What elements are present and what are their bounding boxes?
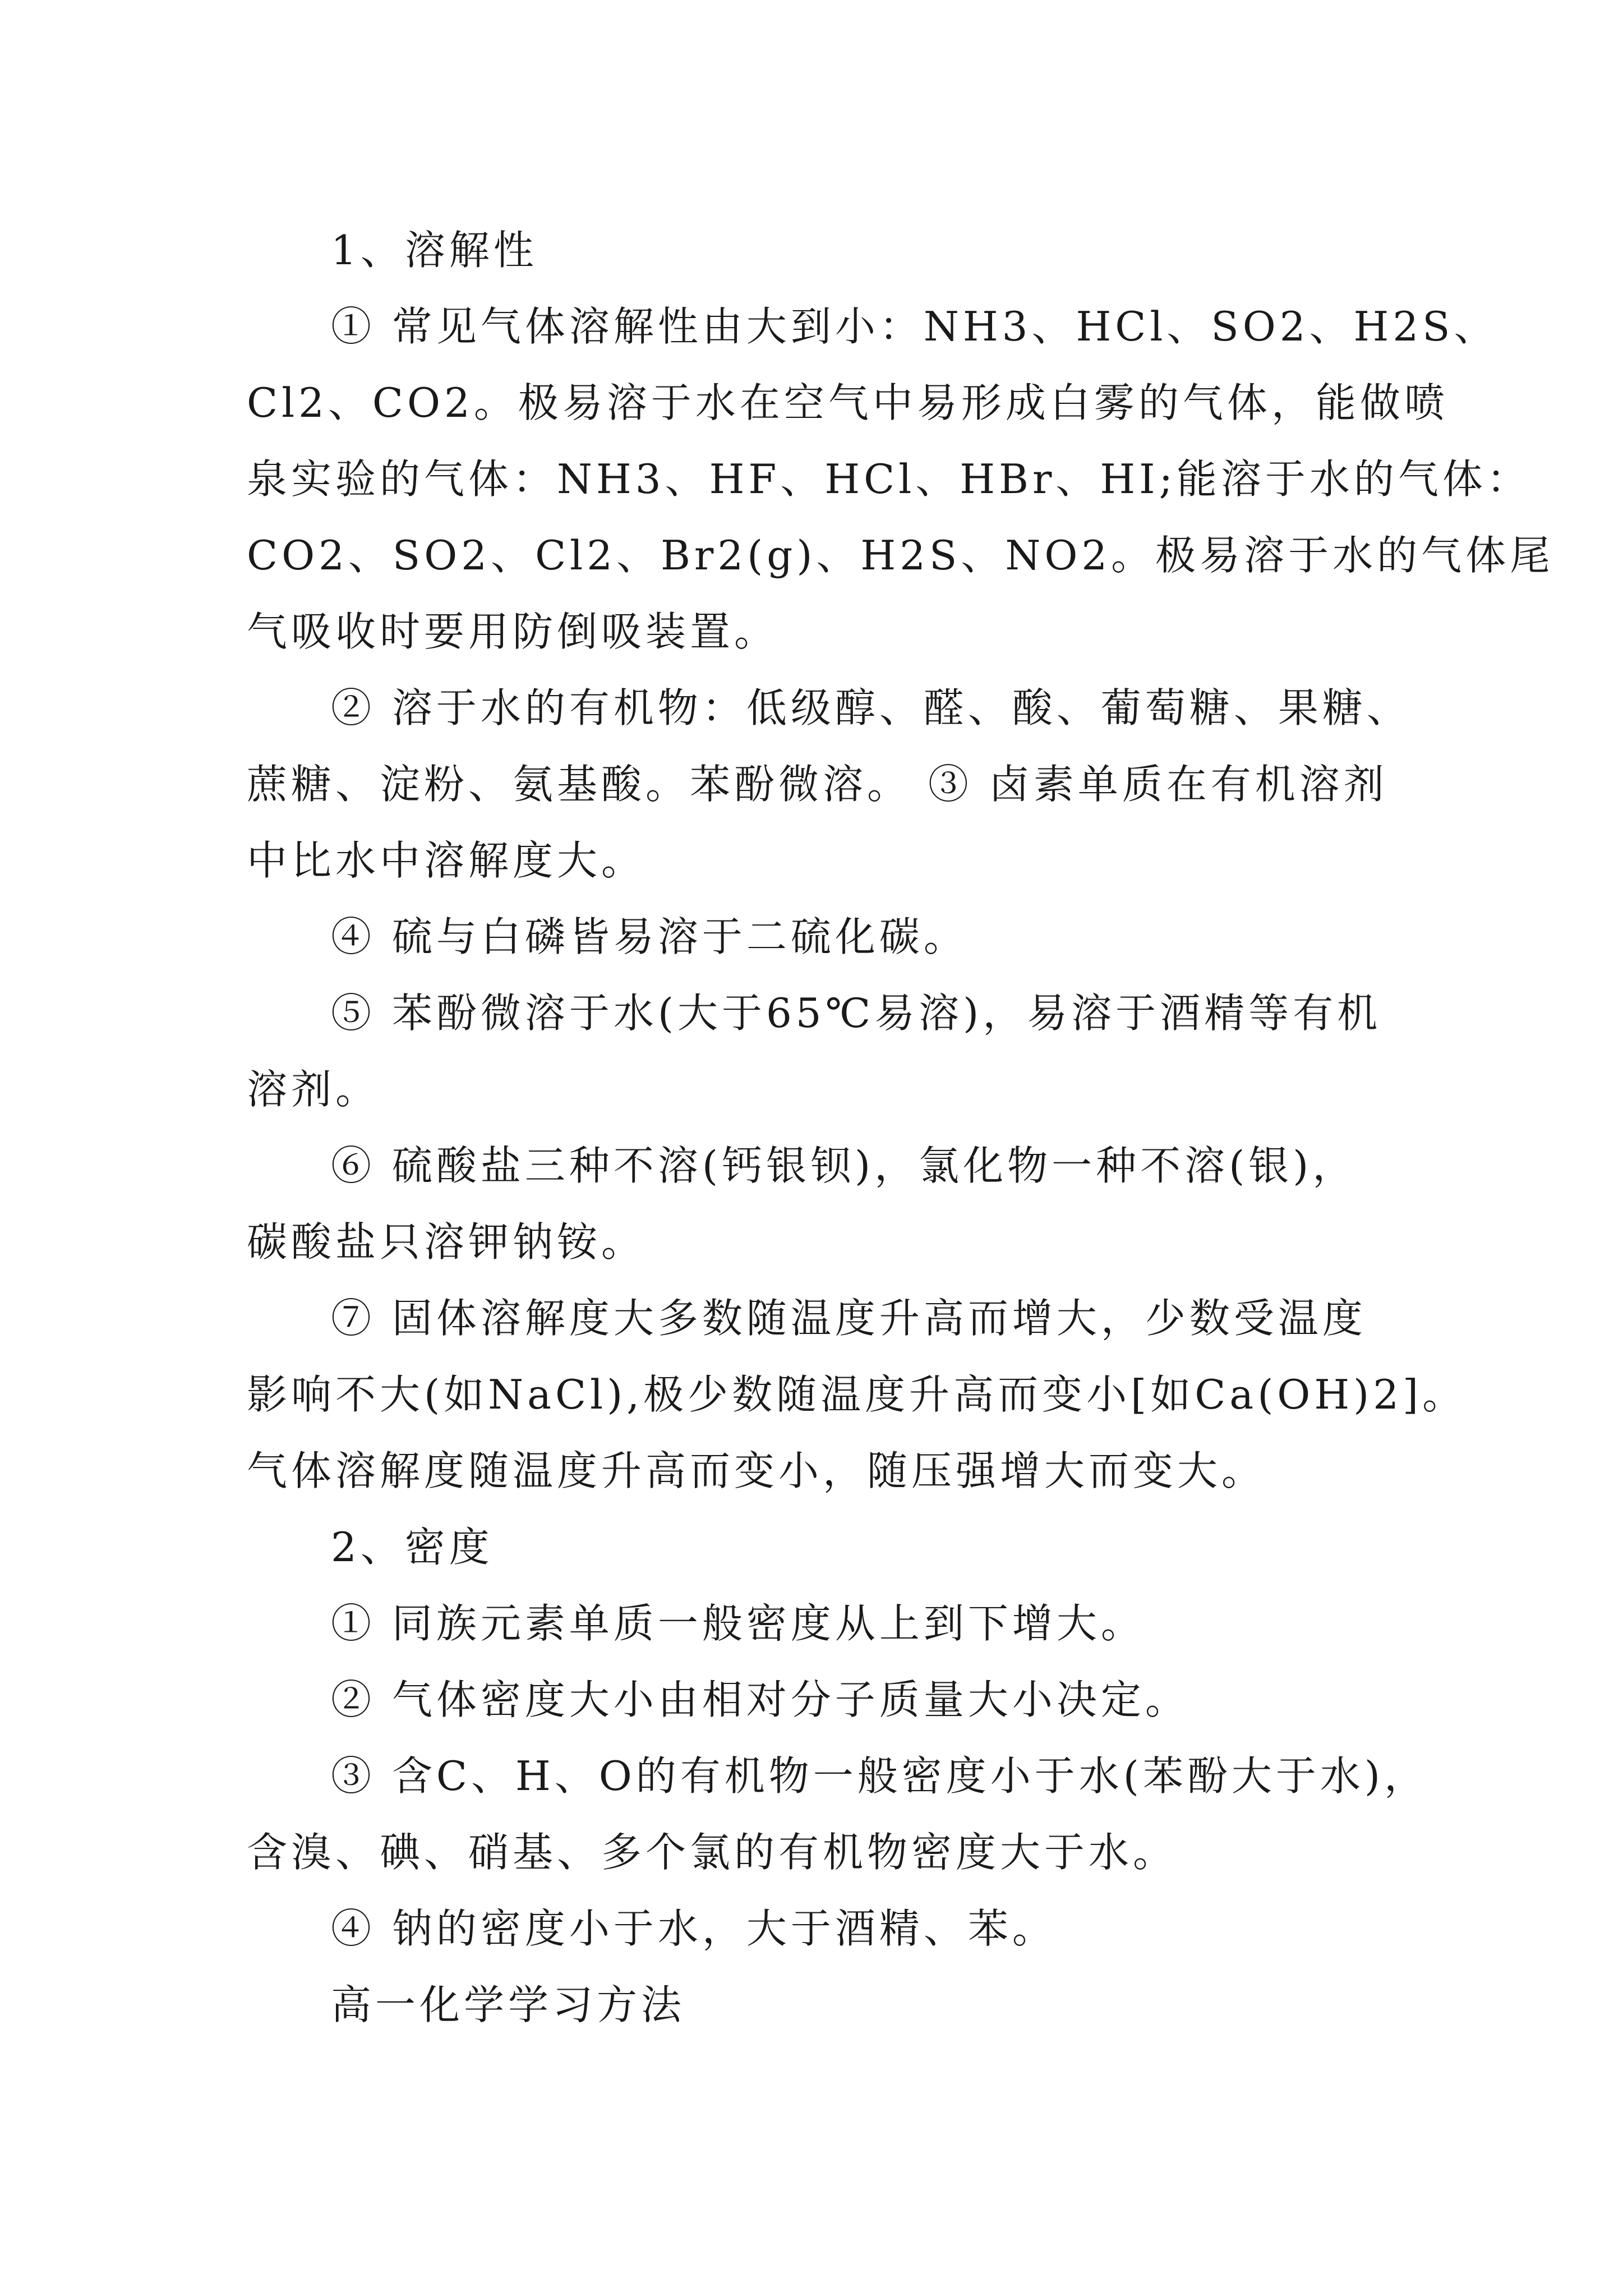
paragraph-line: ③ 含C、H、O的有机物一般密度小于水(苯酚大于水)， [331, 1752, 1428, 1800]
paragraph-line: ① 同族元素单质一般密度从上到下增大。 [331, 1600, 1145, 1647]
paragraph-line: 中比水中溶解度大。 [247, 837, 646, 884]
paragraph-line: CO2、SO2、Cl2、Br2(g)、H2S、NO2。极易溶于水的气体尾 [247, 532, 1555, 579]
paragraph-line: Cl2、CO2。极易溶于水在空气中易形成白雾的气体，能做喷 [247, 379, 1449, 426]
paragraph-line: 蔗糖、淀粉、氨基酸。苯酚微溶。 ③ 卤素单质在有机溶剂 [247, 761, 1388, 808]
paragraph-line: ⑦ 固体溶解度大多数随温度升高而增大，少数受温度 [331, 1295, 1367, 1342]
paragraph-line: ④ 硫与白磷皆易溶于二硫化碳。 [331, 913, 968, 960]
paragraph-line: 泉实验的气体：NH3、HF、HCl、HBr、HI;能溶于水的气体： [247, 455, 1531, 503]
paragraph-line: ④ 钠的密度小于水，大于酒精、苯。 [331, 1905, 1057, 1952]
paragraph-line: ⑥ 硫酸盐三种不溶(钙银钡)，氯化物一种不溶(银)， [331, 1142, 1357, 1189]
paragraph-line: 气体溶解度随温度升高而变小，随压强增大而变大。 [247, 1447, 1266, 1494]
paragraph-line: 气吸收时要用防倒吸装置。 [247, 608, 779, 655]
section-heading-density: 2、密度 [331, 1524, 494, 1571]
paragraph-line: ② 溶于水的有机物：低级醇、醛、酸、葡萄糖、果糖、 [331, 684, 1411, 731]
paragraph-line: 溶剂。 [247, 1066, 380, 1113]
paragraph-line: 含溴、碘、硝基、多个氯的有机物密度大于水。 [247, 1829, 1178, 1876]
paragraph-line: 影响不大(如NaCl),极少数随温度升高而变小[如Ca(OH)2]。 [247, 1371, 1467, 1418]
paragraph-line: ① 常见气体溶解性由大到小：NH3、HCl、SO2、H2S、 [331, 303, 1498, 350]
section-heading-solubility: 1、溶解性 [331, 227, 538, 274]
paragraph-line: ⑤ 苯酚微溶于水(大于65℃易溶)，易溶于酒精等有机 [331, 990, 1382, 1037]
document-body [247, 212, 1555, 2043]
paragraph-line: 碳酸盐只溶钾钠铵。 [247, 1218, 646, 1266]
section-heading-study-methods: 高一化学学习方法 [331, 1981, 686, 2028]
paragraph-line: ② 气体密度大小由相对分子质量大小决定。 [331, 1676, 1189, 1723]
